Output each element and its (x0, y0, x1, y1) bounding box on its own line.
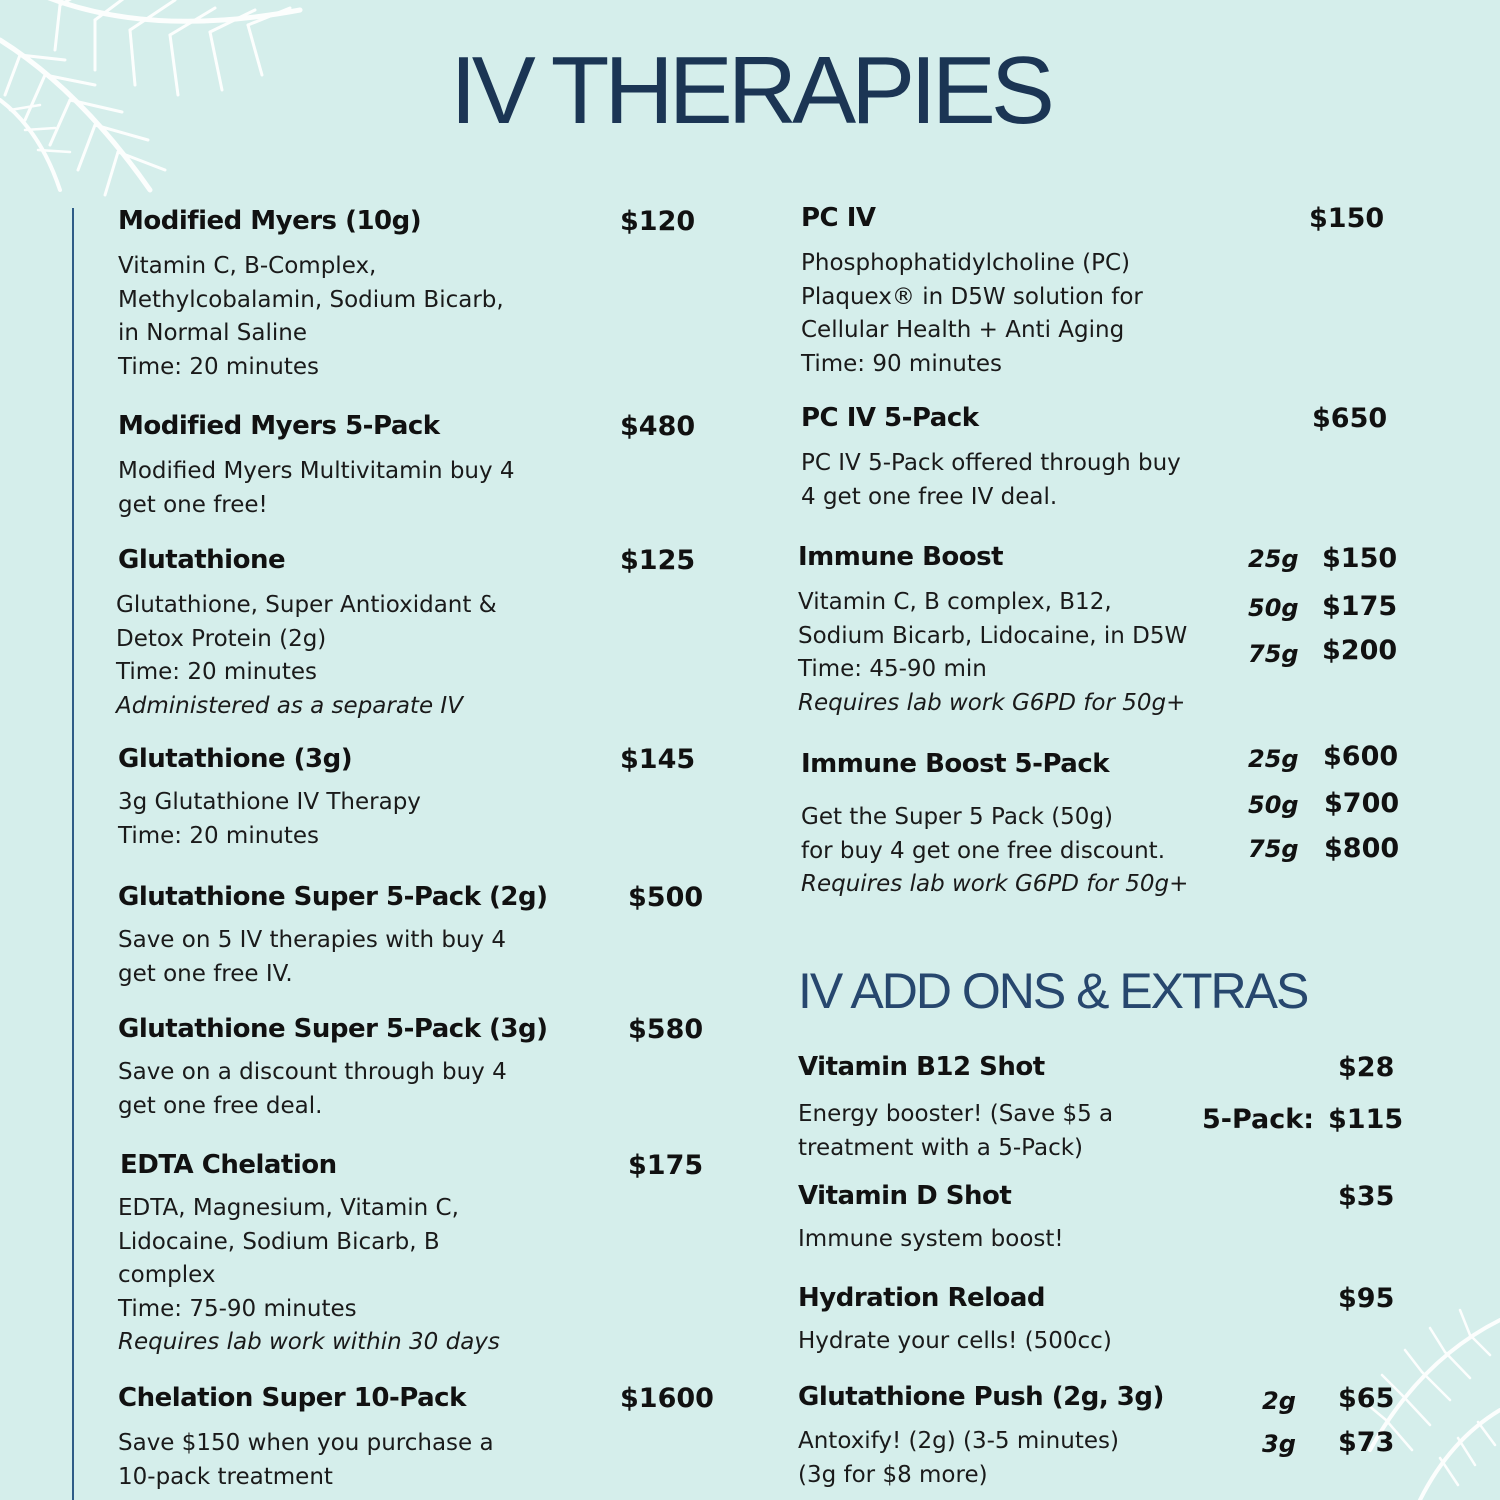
item-price: $580 (628, 1014, 704, 1045)
item-price: $120 (620, 206, 696, 237)
option-label: 25g (1248, 545, 1299, 573)
option-label: 25g (1248, 745, 1299, 773)
option-price: $65 (1338, 1383, 1395, 1414)
option-price: $200 (1322, 635, 1398, 666)
item-name: Glutathione Super 5-Pack (3g) (118, 1014, 548, 1044)
option-label: 50g (1248, 791, 1299, 819)
item-description: Save $150 when you purchase a 10-pack treatment (118, 1430, 494, 1490)
option-label: 3g (1262, 1430, 1296, 1458)
item-name: Glutathione Super 5-Pack (2g) (118, 882, 548, 912)
option-label: 75g (1248, 640, 1299, 668)
item-description: Immune system boost! (798, 1226, 1064, 1252)
item-price: $1600 (620, 1383, 714, 1414)
section-title-addons: IV ADD ONS & EXTRAS (798, 963, 1308, 1019)
option-price: $73 (1338, 1427, 1395, 1458)
item-description: Vitamin C, B-Complex, Methylcobalamin, Sodium Bicarb, in Normal Saline Time: 20 minutes (118, 253, 504, 380)
item-description: Hydrate your cells! (500cc) (798, 1328, 1112, 1354)
item-description: Save on 5 IV therapies with buy 4 get one free IV. (118, 927, 507, 987)
item-description: Antoxify! (2g) (3-5 minutes) (3g for $8 more) (798, 1428, 1119, 1488)
item-description: Vitamin C, B complex, B12, Sodium Bicarb, Lidocaine, in D5W Time: 45-90 min Requires lab work G6PD for 50g+ (798, 589, 1188, 716)
option-label: 2g (1262, 1387, 1296, 1415)
item-price: $175 (628, 1150, 704, 1181)
item-description: Modified Myers Multivitamin buy 4 get one free! (118, 458, 515, 518)
item-name: Glutathione (118, 545, 286, 575)
option-price: $175 (1322, 591, 1398, 622)
item-name: PC IV (801, 203, 876, 233)
item-name: Modified Myers (10g) (118, 206, 422, 236)
option-price: $700 (1324, 788, 1400, 819)
item-price: $150 (1309, 203, 1385, 234)
option-price: $600 (1323, 741, 1399, 772)
item-name: EDTA Chelation (120, 1150, 337, 1180)
item-price: $35 (1338, 1181, 1395, 1212)
pack-price: $115 (1328, 1104, 1404, 1135)
pack-label: 5-Pack: (1202, 1104, 1315, 1135)
left-column-divider (72, 208, 74, 1500)
item-price: $145 (620, 744, 696, 775)
item-name: Immune Boost (798, 542, 1004, 572)
item-description: EDTA, Magnesium, Vitamin C, Lidocaine, Sodium Bicarb, B complex Time: 75-90 minutes Requires lab work within 30 days (118, 1195, 500, 1355)
item-price: $125 (620, 545, 696, 576)
item-description: Energy booster! (Save $5 a treatment with a 5-Pack) (798, 1101, 1114, 1161)
item-price: $500 (628, 882, 704, 913)
item-name: Glutathione (3g) (118, 744, 353, 774)
item-name: Vitamin B12 Shot (798, 1052, 1045, 1082)
item-description: Save on a discount through buy 4 get one free deal. (118, 1059, 507, 1119)
item-description: Get the Super 5 Pack (50g) for buy 4 get one free discount. Requires lab work G6PD for 50g+ (801, 804, 1189, 897)
item-description: PC IV 5-Pack offered through buy 4 get one free IV deal. (801, 450, 1181, 510)
item-name: Immune Boost 5-Pack (801, 749, 1110, 779)
item-description: 3g Glutathione IV Therapy Time: 20 minutes (118, 789, 421, 849)
item-name: Chelation Super 10-Pack (118, 1383, 466, 1413)
option-label: 50g (1248, 594, 1299, 622)
item-name: Hydration Reload (798, 1283, 1046, 1313)
item-price: $95 (1338, 1283, 1395, 1314)
item-name: Modified Myers 5-Pack (118, 411, 440, 441)
item-name: PC IV 5-Pack (801, 403, 979, 433)
option-label: 75g (1248, 835, 1299, 863)
option-price: $150 (1322, 543, 1398, 574)
option-price: $800 (1324, 833, 1400, 864)
page-title: IV THERAPIES (450, 37, 1050, 144)
item-description: Glutathione, Super Antioxidant & Detox Protein (2g) Time: 20 minutes Administered as a separate IV (116, 592, 497, 719)
item-price: $480 (620, 411, 696, 442)
item-name: Vitamin D Shot (798, 1181, 1012, 1211)
item-price: $28 (1338, 1052, 1395, 1083)
item-price: $650 (1312, 403, 1388, 434)
item-name: Glutathione Push (2g, 3g) (798, 1382, 1164, 1412)
item-description: Phosphophatidylcholine (PC) Plaquex® in D5W solution for Cellular Health + Anti Aging Time: 90 minutes (801, 250, 1143, 377)
